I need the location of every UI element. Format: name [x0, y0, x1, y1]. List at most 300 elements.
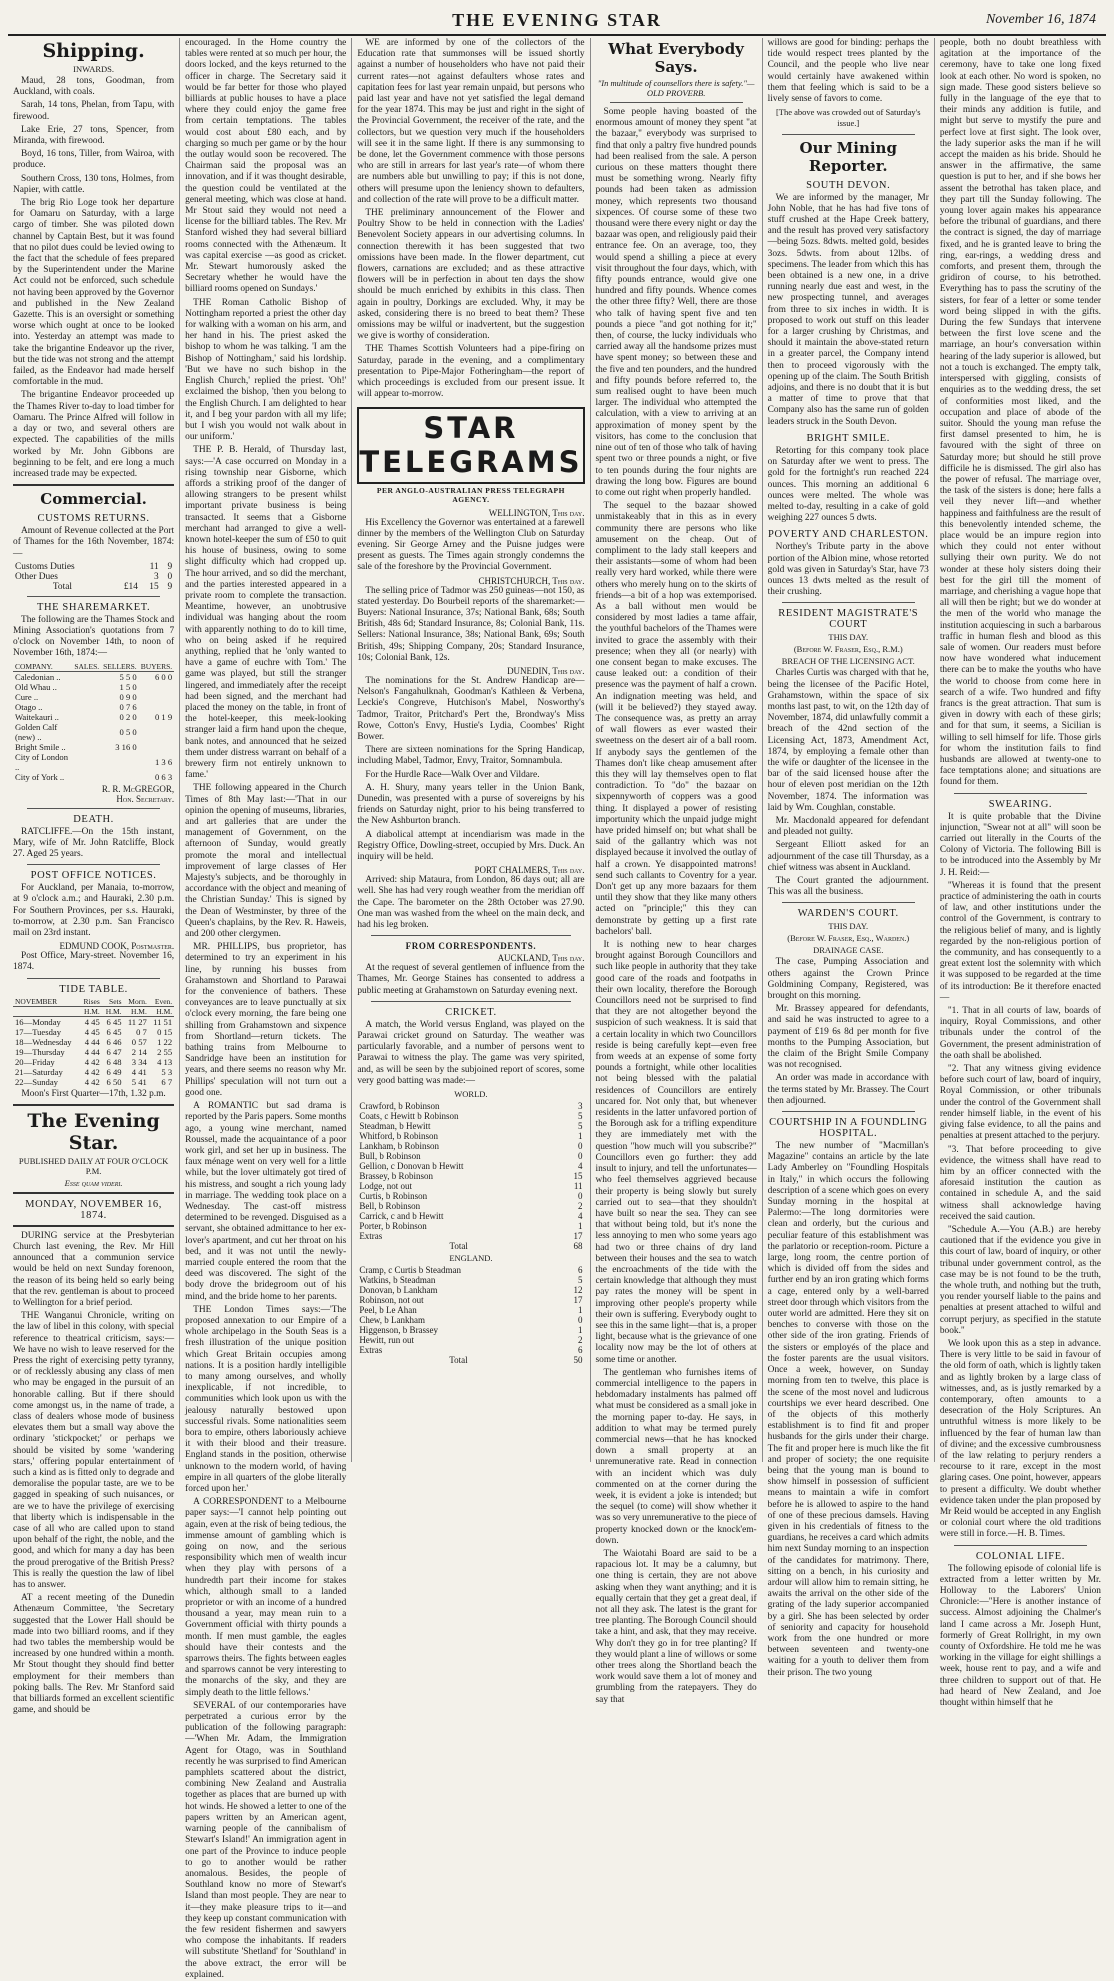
company-name: Waitekauri .. [15, 711, 59, 722]
swearing-para: "Whereas it is found that the present practice of administering the oath in courts of law, and other institutions under the control of the Government, is contrary to the religious belief of many, and is lightly regarded by the non-religious portion of the community, and has consequently to a great extent lost the solemnity with which it was supposed to be regarded at the time of its introduction: Be it therefore enacted— [939, 880, 1101, 1003]
everybody-quote: "In multitude of counsellors there is safety."—OLD PROVERB. [597, 78, 755, 98]
company-name: Cure .. [15, 691, 39, 702]
shipping-para: Sarah, 14 tons, Phelan, from Tapu, with firewood. [13, 100, 175, 122]
batsman: Total [449, 1241, 468, 1252]
dateline: AUCKLAND, This day. [497, 953, 585, 964]
batsman: Brassey, b Robinson [359, 1171, 433, 1182]
everybody-continued: willows are good for binding: perhaps the tide would respect trees planted by the Council, and the people who live near would certainly have awakened within them that feeling which is said to be a lively sense of favors to come. [767, 38, 929, 105]
buyers-value [139, 702, 174, 712]
customs-table [13, 562, 174, 592]
column-5 [763, 38, 935, 1678]
divider [782, 902, 915, 903]
court-para: Mr. Macdonald appeared for defendant and pleaded not guilty. [767, 815, 929, 838]
shipping-para: Boyd, 16 tons, Tiller, from Wairoa, with produce. [13, 149, 175, 171]
article-para: SEVERAL of our contemporaries have perpetrated a curious error by the publication of the following paragraph:—'When Mr. Adam, the Immigration Agent for Otago, was in Southland recently he was surprised to find American pamphlets scattered about the district, combining New Zealand and Australia together as places that are burned up with hot winds. He showed a letter to one of the papers written by an American agent, warning people of the cannibalism of Stewart's Island!' An immigration agent in one part of the Province to induce people to go to another would be rather anomalous. Besides, the people of Southland know no more of Stewart's Island than most people. They are near to it—they make pleasure trips to it—and they keep up constant communication with the few resident fishermen and sawyers who compose the inhabitants. If readers will substitute 'Shetland' for 'Southland' in the above extract, the error will be explained. [185, 1700, 347, 1980]
col-header [13, 1006, 80, 1016]
post-office-foot: Post Office, Mary-street. November 16, 1874. [13, 951, 175, 973]
customs-shillings: 3 [153, 571, 159, 582]
table-row [13, 742, 174, 752]
tide-value: 4 44 [84, 1036, 100, 1047]
tide-day: 19—Thursday [15, 1046, 65, 1057]
death-heading: DEATH. [73, 813, 114, 825]
post-office-heading: POST OFFICE NOTICES. [30, 870, 157, 882]
score-row [357, 1121, 584, 1131]
score-row [357, 1231, 584, 1241]
table-row [13, 1067, 174, 1077]
article-para: MR. PHILLIPS, bus proprietor, has determined to try an experiment in his line, by running his busses from Grahamstown and Shortland to Parawai for the convenience of bathers. These conveyances are to leave punctually at six o'clock every morning, the fare being one shilling from Grahamstown and sixpence from Shortland—return tickets. The bathing trains from Melbourne to Sandridge have been an institution for years, and there seems no reason why Mr. Phillips' speculation will not turn out a good one. [185, 942, 347, 1098]
score-row [357, 1345, 584, 1355]
score-row [357, 1285, 584, 1295]
tide-value: 1 22 [157, 1036, 173, 1047]
section-heading: SOUTH DEVON. [806, 179, 891, 191]
score-row [357, 1295, 584, 1305]
article-para: THE P. B. Herald, of Thursday last, says:—'A case occurred on Monday in a rising township near Gisborne, which affords a striking proof of the danger of allowing strangers to be present whilst important private business is being transacted. It seems that a Gisborne merchant had arranged to give a well-known hotel-keeper the sum of £50 to quit his house of business, owing to some slight difficulty which had cropped up. The hour arrived, and so did the merchant, and the parties interested appeared in a private room to complete the transaction. Meantime, however, an unobtrusive individual was hanging about the room with apparently nothing to do to kill time, who on being asked if he required anything, replied that he 'only wanted to have a game of euchre with Tom.' The game was played, but still the stranger lingered, and immediately after the receipt had been signed, and the merchant had placed the money on the table, in front of the hotel-keeper, this meek-looking stranger laid a firm hand upon the cheque, bank notes, and announced that he seized them under distress warrant on behalf of a brewery firm not entirely unknown to fame.' [185, 445, 347, 781]
tide-value: 4 13 [157, 1056, 173, 1067]
runs: 5 [578, 1121, 583, 1132]
sales-value [72, 712, 101, 722]
england-heading: ENGLAND. [449, 1253, 493, 1264]
sellers-value [101, 752, 139, 772]
score-row [357, 1305, 584, 1315]
section-heading: POVERTY AND CHARLESTON. [768, 529, 929, 541]
tide-value: 6 50 [106, 1076, 122, 1087]
table-row [13, 772, 174, 782]
runs: 1 [578, 1221, 583, 1232]
tide-value: 0 7 [136, 1026, 147, 1037]
table-header [13, 1006, 174, 1016]
mining-para: Retorting for this company took place on Saturday after we went to press. The gold for the fortnight's run reached 224 ounces. This morning an additional 6 ounces were melted. The whole was melted to-day, resulting in a cake of gold weighing 227 ounces 5 dwts. [767, 445, 929, 524]
swearing-para: "Schedule A.—You (A.B.) are hereby cautioned that if the evidence you give in this court of law, board of inquiry, or other tribunal under government control, as the case may be is not found to be the truth, the whole truth, and nothing but the truth, you render yourself liable to the pains and penalties at present attached to wilful and corrupt perjury, as specified in the statute book." [939, 1224, 1101, 1336]
table-header [13, 662, 174, 672]
tide-value: 6 45 [106, 1016, 122, 1027]
col-header: Even. [149, 997, 174, 1007]
table-row [13, 752, 174, 772]
court-before: (Before W. Fraser, Esq., R.M.) [793, 644, 903, 655]
everybody-para: It is nothing new to hear charges brought against Borough Councillors and such like people in authority that they take good care of the roads and footpaths in their own locality, therefore the Borough Councillors need not be surprised to find that they are not altogether beyond the suspicion of such weakness. It is said that a certain locality in which two Councillors reside is being carefully kept—even free from weeds at an expense of some forty pounds a fortnight, while other localities not being blessed with the palatial residences of Councillors are entirely uncared for. Not only that, but whenever residents in the latter unfavored portion of the Borough ask for a trifling expenditure they are immediately met with the question "how much will you subscribe?" Councillors even go further: they add insult to injury, and tell the unfortunates—who feel themselves aggrieved because their property is being slowly but surely carried out to sea—that they shouldn't have built so near the sea. They can see that without being told, but it's none the less annoying to men who some years ago had two or three chains of dry land between their houses and the sea to watch the encroachments of the tide with the certain knowledge that although they must pay rates the money will be spent in improving other people's property while their own is suffering. Everybody ought to see this in the same light—that is, a proper light, because what is the grievance of one locality now may be the lot of others at some time or another. [595, 940, 757, 1365]
masthead [8, 8, 1106, 36]
sales-value [72, 702, 101, 712]
sharemarket-table [13, 662, 174, 782]
tide-day: 16—Monday [15, 1016, 61, 1027]
sellers-value: 0 7 6 [119, 701, 137, 712]
tide-day: 22—Sunday [15, 1076, 58, 1087]
shipping-para: Lake Erie, 27 tons, Spencer, from Miranda, with firewood. [13, 124, 175, 147]
divider [27, 596, 160, 597]
everybody-para: The sequel to the bazaar showed unmistakeably that in this as in every community there are persons who like amusement on the cheap. Out of compliment to the lady stall keepers and their assistants—some of whom had been really very hard worked, while there were others who merely hung on to the skirts of friends—a bit of a hop was extemporised. As a ball without men would be considered by most ladies a tame affair, the youthful bachelors of the Thames were invited to grace the assembly with their presence; when they all (or nearly) with one consent began to make excuses. The cause leaked out: a condition of their presence was the payment of half a crown. An indignation meeting was held, and (will it be believed?) they stayed away. The consequence was, as pretty an array of wall flowers as ever wasted their sweetness on the desert air of a ball room. If anybody says the gentlemen of the Thames don't like cheap amusement after this they will lay themselves open to flat contradiction. To "do" the bazaar on sixpennyworth of coppers was a good thing. It displayed a power of resisting importunity which the unpaid judge might have prided himself on; but what shall be said of the gallantry which was not displayed because it involved the outlay of half a crown. Ye disappointed matrons! send such callants to Coventry for a year. Don't get up any more bazaars for them until they show that they like many others acted on "principle;" this they can demonstrate by getting up a first rate bachelors' ball. [595, 501, 757, 937]
court-para: The Court granted the adjournment. This was all the business. [767, 875, 929, 898]
tide-value: 4 42 [84, 1066, 100, 1077]
score-total-row [357, 1355, 584, 1365]
batsman: Extras [359, 1231, 383, 1242]
section-heading: COLONIAL LIFE. [975, 1550, 1065, 1562]
score-row [357, 1221, 584, 1231]
score-row [357, 1171, 584, 1181]
batsman: Bell, b Robinson [359, 1201, 421, 1212]
swearing-para: "1. That in all courts of law, boards of inquiry, Royal Commissions, and other tribunals under the control of the Government, the present administration of the oath shall be abolished. [939, 1006, 1101, 1061]
article-para: WE are informed by one of the collectors of the Education rate that summonses will be issued shortly against a number of householders who have not paid their current rates—not against defaulters whose rates and capitation fees for last year remain unpaid, but persons who paid last year and have not yet satisfied the legal demand for the year 1874. This may be just and right in the sight of the Provincial Government, the receiver of the rate, and the collectors, but we question very much if the householders will see it in the same light. If there is any summonsing to be done, let the Government commence with those persons who are still in arrears for last year's rate—of whom there are numbers able but unwilling to pay; if this is not done, others will presume upon the leniency shown to defaulters, and collection of the rate will prove to be a difficult matter. [357, 38, 585, 205]
shipping-para: The brig Rio Loge took her departure for Oamaru on Saturday, with a large cargo of timber. She was piloted down channel by Captain Best, but it was found that no pilot dues could be levied owing to the fact that the schedule of fees prepared by the Superintendent under the Marine Act could not be enforced, such schedule not having been approved by the Governor and published in the New Zealand Gazette. This is an oversight or something worse which ought at once to be looked into. Yesterday an attempt was made to take the brigantine Endeavor up the river, but the tide was not strong and the attempt failed, as the Endeavor had made herself comfortable in the mud. [13, 198, 175, 388]
score-row [357, 1335, 584, 1345]
batsman: Gellion, c Donovan b Hewitt [359, 1161, 464, 1172]
sharemarket-heading: THE SHAREMARKET. [36, 601, 151, 613]
runs: 3 [578, 1101, 583, 1112]
article-para: encouraged. In the Home country the tables were rented at so much per hour, the doors locked, and the keys returned to the officer in charge. The Secretary said it would be far better for those who played billiards at public houses to have a place where they could enjoy the game free from certain temptations. The tables would cost about £80 each, and by charging so much per game or by the hour the outlay would soon be recovered. The Chairman said the proposal was an innovation, and if it was thought desirable, the question could be ventilated at the general meeting, which was close at hand. Mr Stout said they would not need a license for the billiard tables. The Rev. Mr Stanford wished they had several billiard rooms connected with the Athenæum. It was capital exercise —as good as cricket. Mr. Stewart humorously asked the Secretary whether he would have the billiard rooms opened on Sundays.' [185, 38, 347, 295]
runs: 6 [578, 1345, 583, 1356]
table-row [13, 1047, 174, 1057]
court-para: Charles Curtis was charged with that he, being the licensee of the Pacific Hotel, Grahamstown, within the space of six months last past, to wit, on the 12th day of November, 1874, did unlawfully commit a breach of the 42nd section of the Licensing Act, 1873, Amendment Act, 1874, by employing a female other than the wife or daughter of the licensee in the bar of the said licensed house after the hour of eleven post meridian on the 12th November, 1874. The information was laid by Wm. Coughlan, constable. [767, 668, 929, 813]
company-name: Caledonian .. [15, 671, 61, 682]
dateline: PORT CHALMERS, This day. [474, 865, 585, 876]
buyers-value [139, 682, 174, 692]
table-row [13, 682, 174, 692]
sharemarket-intro: The following are the Thames Stock and Mining Association's quotations from 7 o'clock on November 14th, to noon of November 16th, 1874:— [13, 614, 175, 659]
score-row [357, 1275, 584, 1285]
batsman: Donovan, b Lankham [359, 1285, 438, 1296]
commercial-heading: Commercial. [40, 490, 147, 509]
col-header: H.M. [102, 1006, 124, 1016]
telegrams-banner: STAR TELEGRAMS [357, 407, 584, 484]
tide-value: 6 48 [106, 1056, 122, 1067]
batsman: Bull, b Robinson [359, 1151, 421, 1162]
issue-date: MONDAY, NOVEMBER 16, 1874. [25, 1198, 162, 1221]
divider [954, 1545, 1087, 1546]
editorial-para: DURING service at the Presbyterian Church last evening, the Rev. Mr Hill announced that a communion service would be held on next Sunday forenoon, the reason of its being held so early being that the rev. gentleman is about to proceed to Wellington for a brief period. [13, 1230, 175, 1308]
tide-table [13, 997, 174, 1087]
england-scorecard [357, 1265, 584, 1365]
tide-value: 11 27 [127, 1016, 147, 1027]
article-para: A CORRESPONDENT to a Melbourne paper says:—'I cannot help pointing out again, even at the risk of being tedious, the immense amount of gambling which is going on now, and the serious responsibility which men of wealth incur when they play with persons of a hundredth part their income for stakes which, although small to a landed proprietor or with an income of a hundred thousand a year, may mean ruin to a Government official with thirty pounds a month. If men must gamble, the eagles should have their contests and the sparrows theirs. The fights between eagles and sparrows cannot be very interesting to the monarchs of the sky, and they are simply death to the little fellows.' [185, 1497, 347, 1698]
everybody-heading: What Everybody Says. [608, 40, 744, 76]
section-heading: WARDEN'S COURT. [797, 908, 899, 920]
divider [13, 484, 174, 486]
world-heading: WORLD. [454, 1089, 488, 1100]
tide-value: 0 15 [157, 1026, 173, 1037]
article-para: THE Roman Catholic Bishop of Nottingham reported a priest the other day for walking with a woman on his arm, and her hand in his. The priest asked the bishop to whom he was talking. 'I am the Bishop of Nottingham,' said his lordship. 'But we have no such bishop in the English Church,' replied the priest. 'Oh!' exclaimed the bishop, 'then you belong to the English Church. I am delighted to hear it, and I beg your pardon with all my life; but I wish you would not walk about in our uniform.' [185, 297, 347, 443]
column-6 [935, 38, 1106, 1709]
runs: 4 [578, 1161, 583, 1172]
swearing-para: It is quite probable that the Divine injunction, "Swear not at all" will soon be carried out literally in the Courts of the Colony of Victoria. The following Bill is to be introduced into the Assembly by Mr J. H. Reid:— [939, 811, 1101, 878]
tide-value: 11 51 [153, 1016, 173, 1027]
customs-label: Customs Duties [15, 561, 75, 572]
article-para: A ROMANTIC but sad drama is reported by the Paris papers. Some months ago, a young wine merchant, named Roussel, made the acquaintance of a poor work girl, and set her up in business. The faux ménage went on very well for a little while, but the lover ultimately got tired of his mistress, and sought a rich young lady in marriage. The wedding took place on a Wednesday. The cast-off mistress determined to be revenged. Disguised as a servant, she obtained admittance to her ex-lover's apartment, and cut her throat on his bed, and it was not until the newly-married couple entered the room that the deed was discovered. The sight of the body drove the bridegroom out of his mind, and the bride home to her parents. [185, 1101, 347, 1302]
col-header: H.M. [80, 1006, 102, 1016]
customs-pence: 9 [167, 581, 173, 592]
sellers-value: 1 5 0 [119, 681, 137, 692]
editorial-para: AT a recent meeting of the Dunedin Athenæum Committee, 'the Secretary suggested that the Lower Hall should be made into two billiard rooms, and if they had two tables the membership would be increased by one hundred within a month. Mr Stout thought they should find better employment for their members than poking balls. The Rev. Mr Stanford said that billiards formed an excellent scientific game, and should be [13, 1593, 175, 1716]
column-2 [180, 38, 352, 1980]
runs: 0 [578, 1315, 583, 1326]
swearing-para: "2. That any witness giving evidence before such court of law, board of inquiry, Royal Commission, or other tribunals under the control of the Government shall render himself liable, in the event of his giving false evidence, to all the pains and penalties at present attached to the perjury. [939, 1064, 1101, 1142]
batsman: Chew, b Lankham [359, 1315, 425, 1326]
mining-para: Northey's Tribute party in the above portion of the Albion mine, whose retorted gold was given in Saturday's Star, have 73 ounces 13 dwts melted as the result of their crushing. [767, 542, 929, 598]
court-para: An order was made in accordance with the terms stated by Mr. Brassey. The Court then adjourned. [767, 1073, 929, 1106]
divider [13, 1225, 174, 1227]
batsman: Lankham, b Robinson [359, 1141, 440, 1152]
telegram-text: There are sixteen nominations for the Spring Handicap, including Mabel, Tadmor, Envy, Traitor, Somnambula. [357, 745, 585, 767]
runs: 68 [573, 1241, 583, 1252]
tide-value: 6 7 [161, 1076, 173, 1087]
divider [782, 602, 915, 603]
batsman: Coats, c Hewitt b Robinson [359, 1111, 459, 1122]
paper-title: The Evening Star. [27, 1109, 160, 1154]
tide-value: 0 57 [131, 1036, 147, 1047]
editorial-para: THE Wanganui Chronicle, writing on the law of libel in this colony, with special reference to theatrical criticism, says:—We have no wish to leave reserved for the Press the right of exercising petty tyranny, or of recklessly abusing any class of men who may be engaged in the pursuit of an honorable calling. But if there should come amongst us, in the name of trade, a class of dealers whose mode of business elevates them but a small way above the ordinary 'stickpocket;' or perhaps we should be visited by some 'wandering stars,' offering popular entertainment of such a kind as is fitted only to degrade and demoralise the popular taste, are we to be gagged in speaking of such nuisances, or are we to have the privilege of exercising that liberty which is indispensable in the case of all who are called upon to stand upon behalf of the right, the noble, and the good, and which for many a day has been the proud prerogative of the British Press? This is really the question the law of libel has to answer. [13, 1311, 175, 1591]
tide-value: 6 49 [106, 1066, 122, 1077]
sellers-value: 3 16 0 [115, 741, 137, 752]
company-name: City of York .. [15, 771, 65, 782]
runs: 11 [573, 1181, 583, 1192]
divider [610, 102, 743, 103]
buyers-value [139, 742, 174, 752]
article-para: THE following appeared in the Church Times of 8th May last:—'That in our opinion the opening of museums, libraries, and art galleries that are under the management of Government, on the afternoon of Sunday, would greatly promote the moral and intellectual improvement of large classes of Her Majesty's subjects, and be thoroughly in accordance with the object and meaning of the Christian Sunday.' This is signed by the Dean of Westminster, by three of the Queen's chaplains, by the Rev. R. Haweis, and 200 other clergymen. [185, 783, 347, 940]
table-row [13, 1016, 174, 1027]
shipping-paras [13, 76, 174, 480]
sales-value [72, 692, 101, 702]
table-row [13, 671, 174, 682]
customs-intro: Amount of Revenue collected at the Port of Thames for the 16th November, 1874:— [13, 526, 175, 559]
score-row [357, 1191, 584, 1201]
everybody-para: Some people having boasted of the enormous amount of money they spent "at the bazaar," everybody was surprised to find that only a paltry five hundred pounds had been realised from the sale. A person curious on these matters thought there must be something wrong. Nearly fifty pounds had been taken as admission money, which represents two thousand sixpences. Of course some of these two thousand were there every night or day the bazaar was open, and religiously paid their entrance fee. On an average, too, they would spend a shilling a piece at every visit throughout the four days, which, with fifty pounds entrance, would give one hundred and fifty pounds. Whence comes the other three fifty? Well, there are those who talk of having spent five and ten pounds a piece "and got nothing for it;" then, of course, the lucky individuals who carried away all the handsome prizes must have spent money; so between these and the five and ten pounders, and the hundred and fifty pounds before referred to, the sum realised ought to have been much larger. The individual who attempted the calculation, with a view to arriving at an approximation of money spent by the visitors, has come to the conclusion that nine out of ten of those who talk of having spent two or three pounds a night, or five to ten pounds during the four nights are drawing the long bow. Figures are bound to come out right when properly handled. [595, 107, 757, 498]
col-header: SELLERS. [103, 661, 137, 671]
sellers-value: 0 9 0 [119, 691, 137, 702]
col-header: SALES. [74, 661, 100, 671]
tide-value: 4 42 [84, 1056, 100, 1067]
table-row [13, 712, 174, 722]
customs-pence: 9 [167, 561, 173, 572]
table-row [13, 562, 174, 572]
col-header: BUYERS. [140, 661, 173, 671]
score-row [357, 1131, 584, 1141]
divider [27, 978, 160, 979]
score-row [357, 1151, 584, 1161]
tide-day: 21—Saturday [15, 1066, 63, 1077]
runs: 2 [578, 1335, 583, 1346]
column-1 [8, 38, 180, 1716]
tide-value: 6 45 [106, 1026, 122, 1037]
court-para: Mr. Brassey appeared for defendants, and said he was instructed to agree to a payment of £19 6s 8d per month for five months to the Pumping Association, but the claim of the Bright Smile Company was not recognised. [767, 1004, 929, 1071]
section-heading: BRIGHT SMILE. [806, 432, 890, 444]
batsman: Watkins, b Steadman [359, 1275, 436, 1286]
score-row [357, 1141, 584, 1151]
runs: 17 [573, 1231, 583, 1242]
buyers-value: 0 1 9 [154, 711, 173, 722]
sharemarket-signature-title: Hon. Secretary. [116, 793, 175, 804]
divider [27, 808, 160, 809]
runs: 4 [578, 1211, 583, 1222]
colonial-para: The following episode of colonial life is extracted from a letter written by Mr. Holloway to the Laborers' Union Chronicle:—"Here is another instance of success. Almost adjoining the Chalmer's land I came across a Mr. Joseph Hunt, formerly of Great Rollright, in my own county of Oxfordshire. He told me he was working in the village for eight shillings a week, house rent to pay, and a wife and three children to support out of that. He had heard of New Zealand, and Joe thought within himself that he [939, 1563, 1101, 1709]
col-header: Morn. [124, 997, 149, 1007]
swearing-para: "3. That before proceeding to give evidence, the witness shall have read to him by an officer connected with the aforesaid institution the caution as contained in schedule A, and the said witness shall acknowledge having received the said caution. [939, 1144, 1101, 1222]
court-day: THIS DAY. [828, 921, 869, 932]
section-heading: COURTSHIP IN A FOUNDLING HOSPITAL. [769, 1117, 928, 1140]
sales-value [72, 752, 101, 772]
dateline: CHRISTCHURCH, This day. [478, 575, 585, 586]
batsman: Steadman, b Hewitt [359, 1121, 431, 1132]
sales-value [72, 742, 101, 752]
col-header: COMPANY. [13, 662, 72, 672]
shipping-para: Southern Cross, 130 tons, Holmes, from Napier, with cattle. [13, 173, 175, 195]
score-total-row [357, 1241, 584, 1251]
court-before: (Before W. Fraser, Esq., Warden.) [787, 933, 910, 944]
buyers-value: 6 0 0 [154, 671, 173, 682]
courtship-continued: people, both no doubt breathless with agitation at the importance of the ceremony, have to take one long fixed look at each other. No word is spoken, no sign made. These good sisters believe so fully in the language of the eye that to their minds any addition is futile, and might but serve to mystify the pure and perfect love at first sight. The look over, the lady superior asks the man if he will accept the maiden as his bride. Should he answer in the affirmative, the same question is put to her, and if she bows her assent the betrothal has taken place, and they part till the Sunday following. The young lover again makes his appearance before the tribunal of guardians, and there the contract is signed, the day of marriage fixed, and he is granted leave to bring the ring, ear-rings, a wedding dress and comforts, and present them, through the gridiron of course, to his betrothed. Everything has to pass the scrutiny of the sisters, for fear of a letter or some tender word being slipped in with the gifts. During the few Sundays that intervene between the first love scene and the marriage, an hour's conversation within hearing of the lady superior is allowed, but not a touch is exchanged. The empty talk, interspersed with giggling, consists of enquiries as to the wedding dress, the set of conformities most liked, and the occupation and place of abode of the suitor. Should the young man refuse the first damsel presented to him, he is favoured with the sight of three on Saturday more; but should he still prove difficile he is dismissed. The girl also has the power of refusal. The marriage over, the task of the sisters is done; here falls a veil they never lift—and whether happiness and faithfulness are the result of this benevolently intended scheme, the place would be an impure region into which they could not enter without sullying their own purity. We do not wonder at these holy sisters doing their best for the girl till the moment of marriage, and cherishing a vague hope that all will then be right; but we do wonder at the men of the world who manage the institution acquiescing in such a barbarous traffic in human flesh and blood as this sale of women. Our readers must before now have wondered what inducement there can be to make the youths who have the world to choose from come here in search of a wife. Two hundred and fifty francs is the great attraction. That sum is given in dowry with each of these girls; and for that sum, it seems, a Sicilian is willing to sell himself for life. Those girls for whom the institution fails to find husbands are allowed at twenty-one to face temptations alone; and situations are found for them. [939, 38, 1101, 788]
tide-value: 4 45 [84, 1016, 100, 1027]
divider [954, 793, 1087, 794]
sellers-value: 0 5 0 [119, 726, 137, 737]
post-office-text: For Auckland, per Manaia, to-morrow, at 9 o'clock a.m.; and Hauraki, 2.30 p.m. For Southern Provinces, per s.s. Hauraki, to-morrow, at 2.30 p.m. San Francisco mail on 23rd instant. [13, 883, 175, 938]
tide-value: 3 34 [131, 1056, 147, 1067]
runs: 17 [573, 1295, 583, 1306]
everybody-para: The gentleman who furnishes items of commercial intelligence to the papers in hebdomadary instalments has palmed off what must be considered as a small joke in the morning paper to-day. He says, in addition to what may be termed purely commercial news—that he has knocked down a small property at an unremunerative rate. Read in connection with an incident which was duly commented on at the corner during the week, it is evident a joke is intended; but the sequel (to come) will show whether it was so very unremunerative to the piece of property knocked down or the knock'em-down. [595, 1367, 757, 1546]
table-row [13, 1027, 174, 1037]
col-header: H.M. [149, 1006, 174, 1016]
runs: 0 [578, 1141, 583, 1152]
divider [13, 1104, 174, 1106]
divider [371, 1001, 570, 1002]
telegram-text: The selling price of Tadmor was 250 guineas—not 150, as stated yesterday. Do Bourbeil reports of the sharemarket:—Buyers: National Insurance, 37s; National Bank, 68s; South British, 48s 6d; Standard Insurance, 8s; Colonial Bank, 11s. Sellers: National Insurance, 38s; National Bank, 69s; South British, 49s; Shipping Company, 20s; Standard Insurance, 10s; Colonial Bank, 12s. [357, 585, 585, 663]
cricket-heading: CRICKET. [445, 1006, 497, 1018]
company-name: Golden Calf (new) .. [15, 721, 58, 742]
score-row [357, 1181, 584, 1191]
article-para: THE London Times says:—'The proposed annexation to our Empire of a whole archipelago in the South Seas is a fresh illustration of the unique position which Great Britain occupies among nations. It is a position hardly intelligible to many among ourselves, and wholly inexplicable, if not incredible, to communities which look upon us with the jealousy naturally bestowed upon successful rivals. Some nationalities seem bora to empire, others laboriously achieve it with their blood and their treasure. England stands in the position, otherwise unknown to the modern world, of having empire in all quarters of the globe literally forced upon her.' [185, 1304, 347, 1494]
dateline: WELLINGTON, This day. [488, 507, 585, 518]
sales-value [72, 772, 101, 782]
score-row [357, 1265, 584, 1275]
table-row [13, 702, 174, 712]
tide-day: 18—Wednesday [15, 1036, 72, 1047]
masthead-title: THE EVENING STAR [452, 10, 662, 30]
column-3 [352, 38, 590, 1462]
tide-value: 4 42 [84, 1076, 100, 1087]
batsman: Extras [359, 1345, 383, 1356]
tide-value: 5 3 [161, 1066, 173, 1077]
mining-para: We are informed by the manager, Mr John Noble, that he has had five tons of stuff crushed at the Hape Creek battery, and the result has proved very satisfactory—being 5ozs. 8dwts. melted gold, besides 3ozs. 5dwts. from about 12lbs. of specimens. The leader from which this has been obtained is a new one, in a drive running nearly due east and west, in the new prospecting tunnel, and averages from three to six inches in width. It is proposed to work out stuff on this leader for a larger crushing by Christmas, and should it maintain the above-stated return in a greater parcel, the Company intend then to proceed vigorously with the opening up of the claim. The South British adjoins, and there is no doubt that it is but a matter of time to prove that that Company also has the same run of golden leaders struck in the South Devon. [767, 192, 929, 427]
section-heading: RESIDENT MAGISTRATE'S COURT [778, 608, 919, 631]
runs: 1 [578, 1325, 583, 1336]
runs: 2 [578, 1201, 583, 1212]
shipping-heading: Shipping. [42, 40, 145, 62]
col-header: H.M. [124, 1006, 149, 1016]
customs-pounds [112, 572, 140, 582]
tide-value: 4 41 [131, 1066, 147, 1077]
correspondents-heading: FROM CORRESPONDENTS. [405, 941, 537, 952]
paper-sub: PUBLISHED DAILY AT FOUR O'CLOCK P.M. [18, 1155, 169, 1176]
dateline: DUNEDIN, This day. [507, 665, 585, 676]
table-row [13, 692, 174, 702]
runs: 0 [578, 1151, 583, 1162]
batsman: Higgenson, b Brassey [359, 1325, 439, 1336]
tide-value: 2 14 [131, 1046, 147, 1057]
runs: 0 [578, 1191, 583, 1202]
sales-value [72, 722, 101, 742]
buyers-value: 0 6 3 [154, 771, 173, 782]
batsman: Whitford, b Robinson [359, 1131, 439, 1142]
divider [782, 1111, 915, 1112]
runs: 6 [578, 1265, 583, 1276]
customs-pounds [112, 562, 140, 572]
score-row [357, 1315, 584, 1325]
tide-value: 4 44 [84, 1046, 100, 1057]
telegram-text: His Excellency the Governor was entertained at a farewell dinner by the members of the Wellington Club on Saturday evening. Sir George Arney and the Puisne judges were present as guests. The Times again strongly condemns the sale of the foreshore by the Provincial Government. [357, 517, 585, 573]
runs: 12 [573, 1285, 583, 1296]
company-name: Old Whau .. [15, 681, 57, 692]
divider [13, 1192, 174, 1194]
customs-pounds: £14 [123, 581, 138, 592]
customs-heading: CUSTOMS RETURNS. [37, 513, 150, 525]
customs-label: Other Dues [15, 571, 58, 582]
court-para: Sergeant Elliott asked for an adjournment of the case till Thursday, as a chief witness was absent in Auckland. [767, 840, 929, 873]
company-name: City of London .. [15, 751, 68, 772]
company-name: Bright Smile .. [15, 741, 66, 752]
batsman: Robinson, not out [359, 1295, 424, 1306]
tide-value: 6 46 [106, 1036, 122, 1047]
article-para: THE Thames Scottish Volunteers had a pipe-firing on Saturday, parade in the evening, and a complimentary presentation to Pipe-Major Fotheringham—the report of which proceedings is excluded from our present issue. It will appear to-morrow. [357, 344, 585, 400]
table-row [13, 572, 174, 582]
telegram-text: Arrived: ship Mataura, from London, 86 days out; all are well. She has had very rough weather from the meridian off the Cape. The barometer on the 28th October was 27.90. One man was washed from the wheel on the main deck, and had his leg broken. [357, 875, 585, 930]
column-4 [591, 38, 763, 1705]
score-row [357, 1201, 584, 1211]
columns [8, 38, 1106, 1980]
score-row [357, 1211, 584, 1221]
batsman: Lodge, not out [359, 1181, 413, 1192]
tide-day: 17—Tuesday [15, 1026, 61, 1037]
customs-label: Total [52, 581, 72, 592]
telegram-text: A. H. Shury, many years teller in the Union Bank, Dunedin, was presented with a purse of sovereigns by his friends on Saturday night, prior to his being transferred to the New Ashburton branch. [357, 782, 585, 827]
world-scorecard [357, 1101, 584, 1251]
col-header: Rises [80, 997, 102, 1007]
batsman: Crawford, b Robinson [359, 1101, 440, 1112]
batsman: Hewitt, run out [359, 1335, 415, 1346]
masthead-date: November 16, 1874 [985, 12, 1096, 27]
batsman: Carrick, c and b Hewitt [359, 1211, 444, 1222]
tide-heading: TIDE TABLE. [59, 983, 128, 995]
paper-motto: Esse quam videri. [64, 1177, 123, 1188]
table-row [13, 582, 174, 592]
everybody-para: The Waiotahi Board are said to be a rapacious lot. It may be a calumny, but one thing is certain, they are not above asking when they want anything; and it is equally certain that they get a great deal, if not all they ask. The latest is the grant for tree planting. The Borough Council should take a hint, and ask, that they may receive. Why don't they go in for tree planting? If they would plant a line of willows or some other trees along the Shortland beach the work would save them a lot of money and grumbling from the ratepayers. They do say that [595, 1549, 757, 1705]
section-heading: SWEARING. [988, 798, 1053, 810]
court-case: BREACH OF THE LICENSING ACT. [781, 656, 915, 667]
batsman: Peel, b Le Ahan [359, 1305, 417, 1316]
swearing-para: We look upon this as a step in advance. There is very little to be said in favour of the old form of oath, which is lightly taken and as lightly broken by a large class of witnesses, and, as is justly remarked by a contemporary, often amounts to a desecration of the Holy Scriptures. An untruthful witness is more likely to be influenced by the fear of human law than of divine; and the excessive cumbrousness of the law relating to perjury renders a recourse to it rare, except in the most glaring cases. One point, however, appears to present a difficulty. We doubt whether evidence taken under the plan proposed by Mr Reid would be accepted in any English or colonial court where the old traditions were still in force.—H. B. Times. [939, 1338, 1101, 1540]
correspondents-text: At the request of several gentlemen of influence from the Thames, Mr. George Staines has consented to address a public meeting at Grahamstown on Saturday evening next. [357, 963, 585, 996]
score-row [357, 1325, 584, 1335]
article-para: THE preliminary announcement of the Flower and Poultry Show to be held in connection with the Ladies' Benevolent Society appears in our advertising columns. In connection therewith it has been suggested that two omissions have been made. In the flower department, cut flowers, carnations are excluded; and as these attractive flowers will be in perfection in about ten days the show should be much enriched by exhibits in this class. Then again in poultry, Dorkings are excluded. Why, it may be asked, considering there is no breed to beat them? These omissions may be wilful or inadvertent, but the suggestion we give is worthy of consideration. [357, 208, 585, 342]
telegram-text: The nominations for the St. Andrew Handicap are—Nelson's Fangahulknah, Goodman's Kathleen & Verbena, Leckie's Congreve, Hutchison's Mabel, Nosworthy's Tadmor, Traitor, Pritchard's Pert the, Brondway's Miss Rowe, Cotton's Envy, Hustie's Lydia, Coombes' Right Bower. [357, 675, 585, 742]
batsman: Cramp, c Curtis b Steadman [359, 1265, 462, 1276]
moon-phase: Moon's First Quarter—17th, 1.32 p.m. [21, 1088, 166, 1099]
telegram-text: For the Hurdle Race—Walk Over and Vildare. [365, 769, 540, 780]
sellers-value: 5 5 0 [119, 671, 137, 682]
runs: 1 [578, 1131, 583, 1142]
tide-value: 5 41 [131, 1076, 147, 1087]
divider [27, 864, 160, 865]
divider [782, 134, 915, 135]
post-office-signature: EDMUND COOK, Postmaster. [59, 941, 175, 952]
runs: 5 [578, 1111, 583, 1122]
court-para: The case, Pumping Association and others against the Crown Prince Goldmining Company, Registered, was brought on this morning. [767, 957, 929, 1001]
col-header: NOVEMBER [13, 997, 80, 1007]
shipping-sub: INWARDS. [73, 64, 114, 74]
mining-heading: Our Mining Reporter. [799, 138, 897, 175]
table-row [13, 722, 174, 742]
divider [371, 935, 570, 936]
runs: 5 [578, 1275, 583, 1286]
tide-value: 4 45 [84, 1026, 100, 1037]
sellers-value [101, 772, 139, 782]
sharemarket-signature: R. R. McGREGOR, [101, 783, 175, 794]
tide-day: 20—Friday [15, 1056, 55, 1067]
table-row [13, 1057, 174, 1067]
